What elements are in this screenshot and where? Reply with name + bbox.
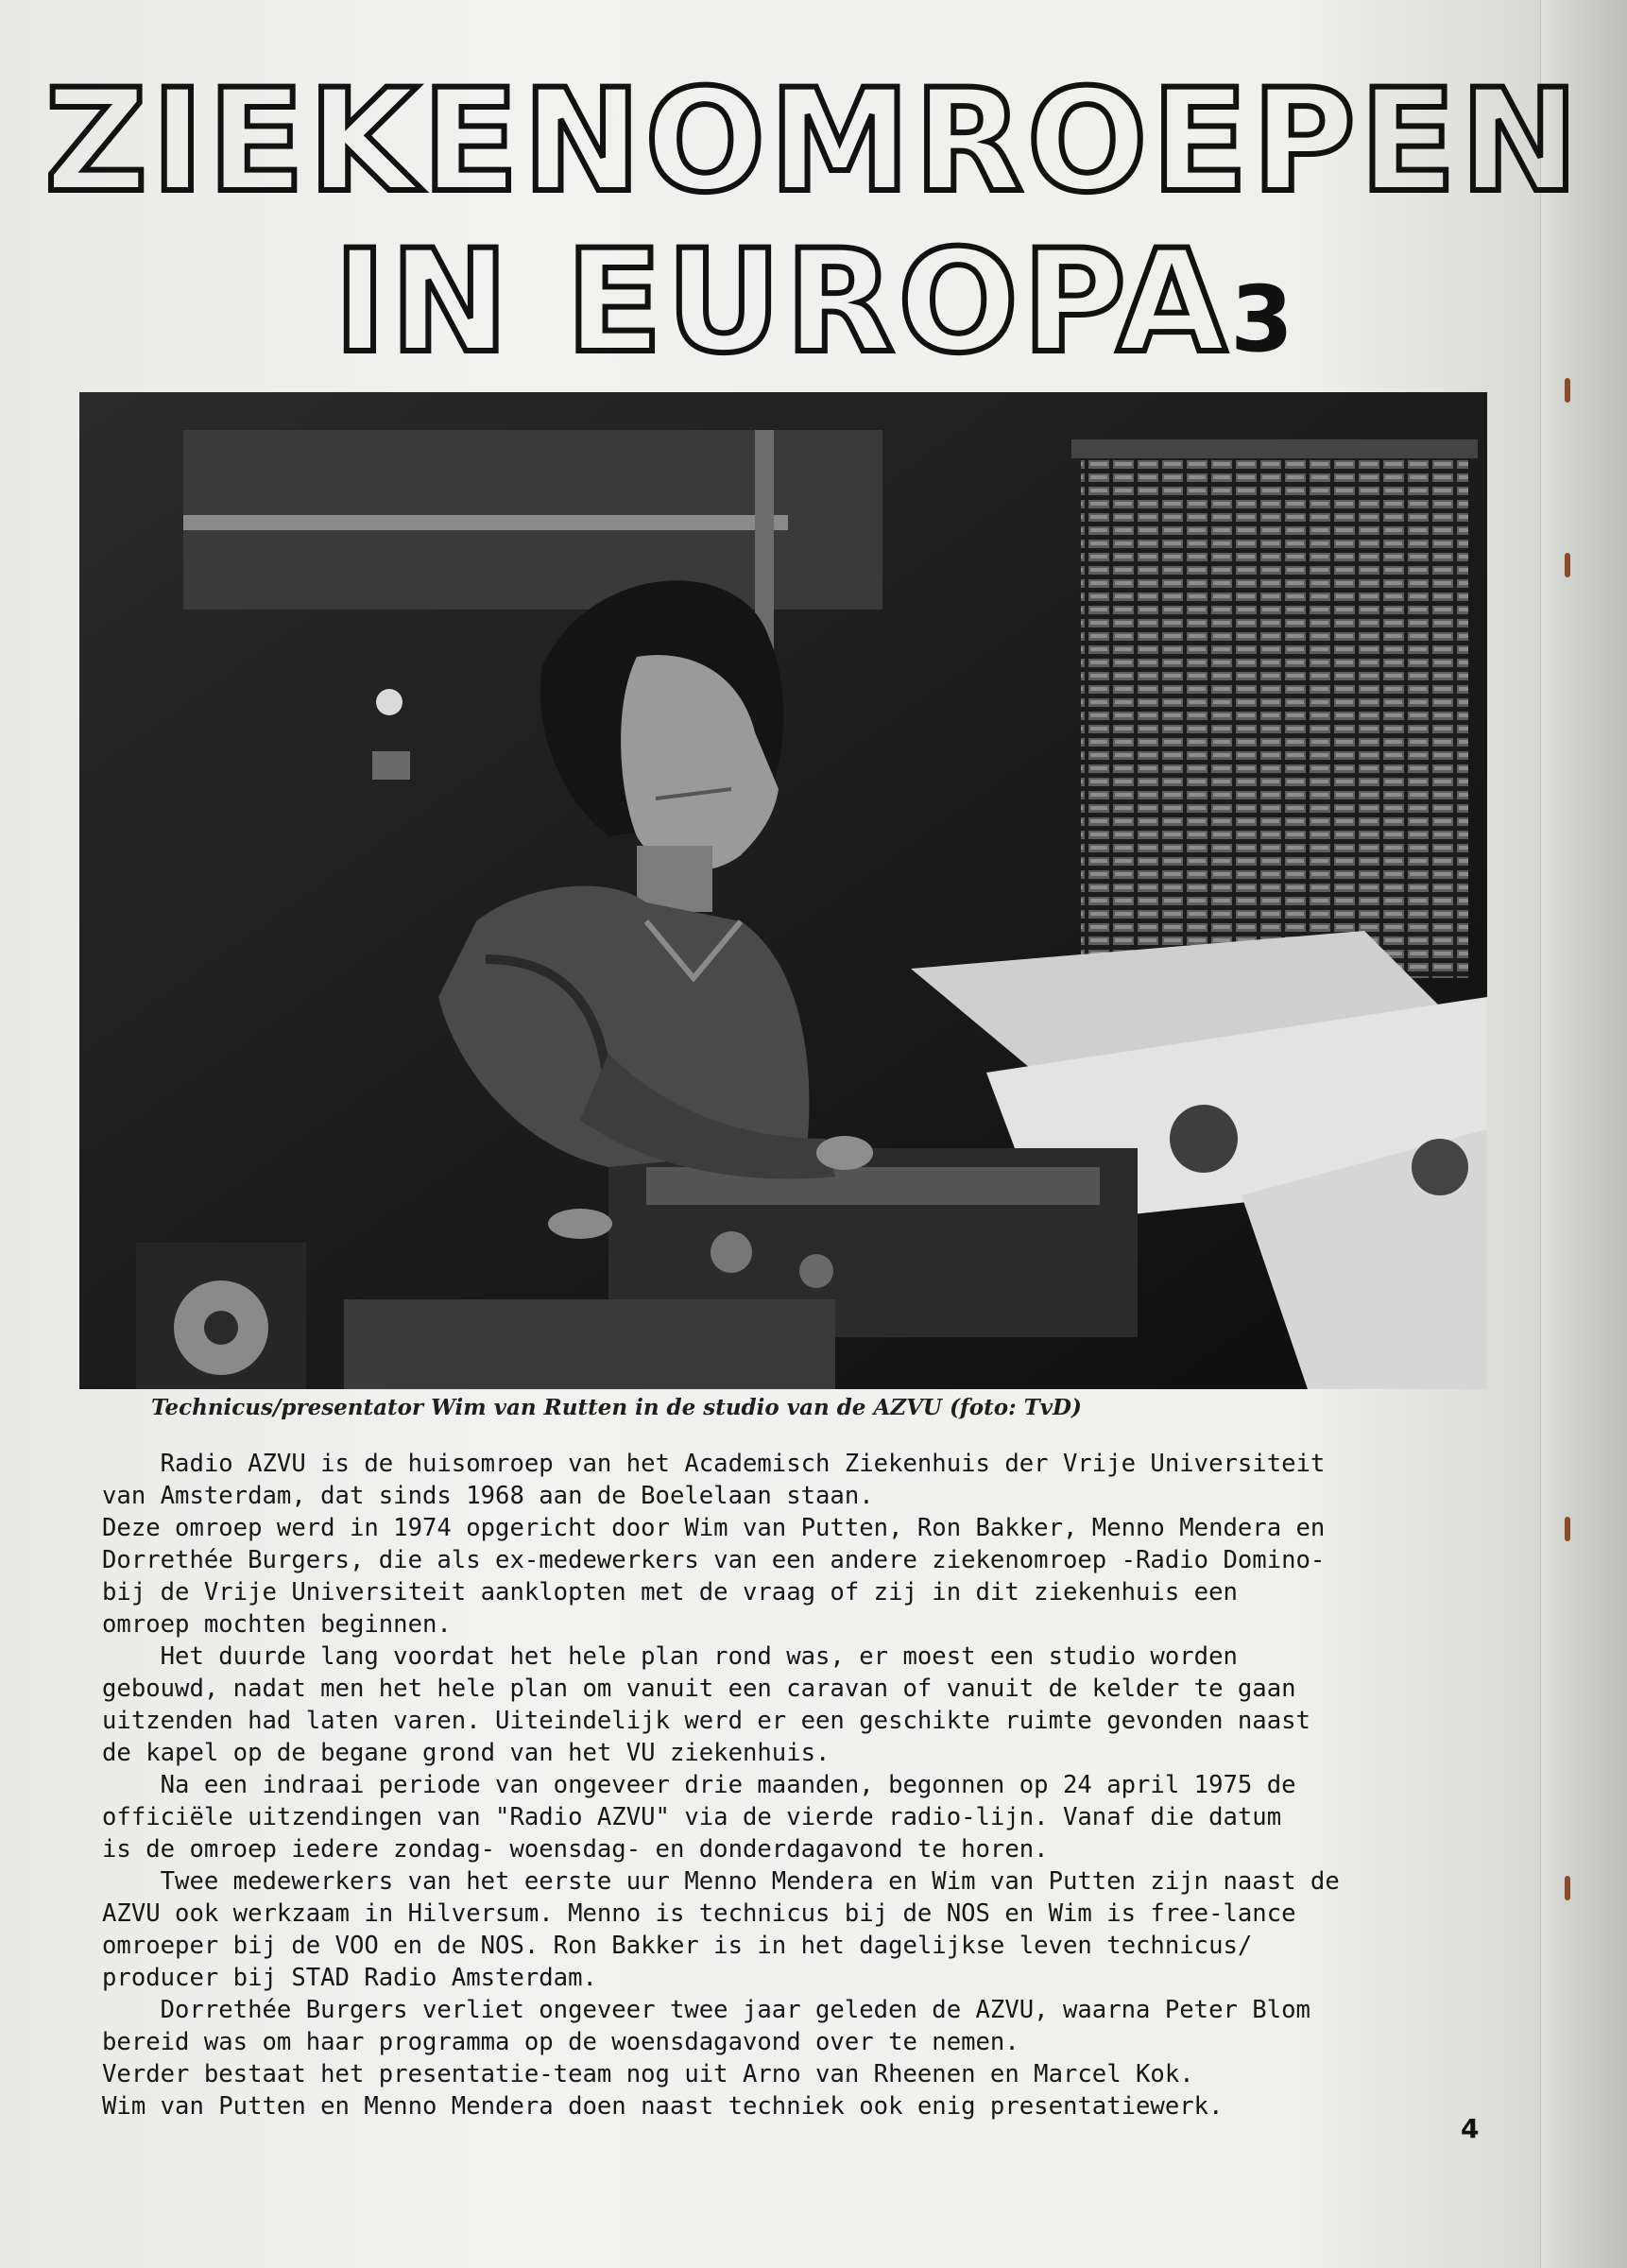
- article-line: Wim van Putten en Menno Mendera doen naast techniek ook enig presentatiewerk.: [102, 2092, 1224, 2121]
- article-line: van Amsterdam, dat sinds 1968 aan de Boelelaan staan.: [102, 1482, 874, 1510]
- article-line: omroeper bij de VOO en de NOS. Ron Bakker is in het dagelijkse leven technicus/: [102, 1932, 1253, 1960]
- article-line: uitzenden had laten varen. Uiteindelijk werd er een geschikte ruimte gevonden naast: [102, 1707, 1310, 1735]
- article-line: producer bij STAD Radio Amsterdam.: [102, 1964, 597, 1992]
- article-line: AZVU ook werkzaam in Hilversum. Menno is technicus bij de NOS en Wim is free-lance: [102, 1899, 1296, 1928]
- page-number: 4: [1461, 2113, 1480, 2144]
- article-line: Na een indraai periode van ongeveer drie maanden, begonnen op 24 april 1975 de: [102, 1771, 1296, 1799]
- article-line: is de omroep iedere zondag- woensdag- en donderdagavond te horen.: [102, 1835, 1049, 1864]
- staple: [1565, 1876, 1570, 1900]
- article-line: Radio AZVU is de huisomroep van het Academisch Ziekenhuis der Vrije Universiteit: [102, 1450, 1326, 1478]
- article-line: de kapel op de begane grond van het VU ziekenhuis.: [102, 1739, 831, 1767]
- studio-photo-illustration: [79, 392, 1487, 1389]
- article-line: omroep mochten beginnen.: [102, 1610, 452, 1639]
- article-line: Dorrethée Burgers verliet ongeveer twee jaar geleden de AZVU, waarna Peter Blom: [102, 1996, 1310, 2024]
- article-line: Dorrethée Burgers, die als ex-medewerkers van een andere ziekenomroep -Radio Domino-: [102, 1546, 1326, 1574]
- photo-caption: Technicus/presentator Wim van Rutten in de studio van de AZVU (foto: TvD): [151, 1395, 1082, 1420]
- article-line: officiële uitzendingen van "Radio AZVU" via de vierde radio-lijn. Vanaf die datum: [102, 1803, 1282, 1831]
- article-line: bij de Vrije Universiteit aanklopten met de vraag of zij in dit ziekenhuis een: [102, 1578, 1238, 1606]
- title-issue-number: 3: [1230, 266, 1293, 372]
- title-line-2-text: IN EUROPA: [334, 220, 1231, 385]
- title-line-2: [0, 220, 1627, 395]
- staple: [1565, 553, 1570, 577]
- article-line: Twee medewerkers van het eerste uur Menno Mendera en Wim van Putten zijn naast de: [102, 1867, 1340, 1896]
- title-line-1: ZIEKENOMROEPEN: [44, 60, 1583, 224]
- article-body: [102, 1448, 1519, 2122]
- article-line: Het duurde lang voordat het hele plan rond was, er moest een studio worden: [102, 1642, 1238, 1671]
- article-line: gebouwd, nadat men het hele plan om vanuit een caravan of vanuit de kelder te gaan: [102, 1675, 1296, 1703]
- studio-photo: [79, 392, 1487, 1389]
- article-line: Verder bestaat het presentatie-team nog uit Arno van Rheenen en Marcel Kok.: [102, 2060, 1194, 2088]
- staple: [1565, 1517, 1570, 1541]
- article-line: Deze omroep werd in 1974 opgericht door Wim van Putten, Ron Bakker, Menno Mendera en: [102, 1514, 1326, 1542]
- article-line: bereid was om haar programma op de woensdagavond over te nemen.: [102, 2028, 1019, 2056]
